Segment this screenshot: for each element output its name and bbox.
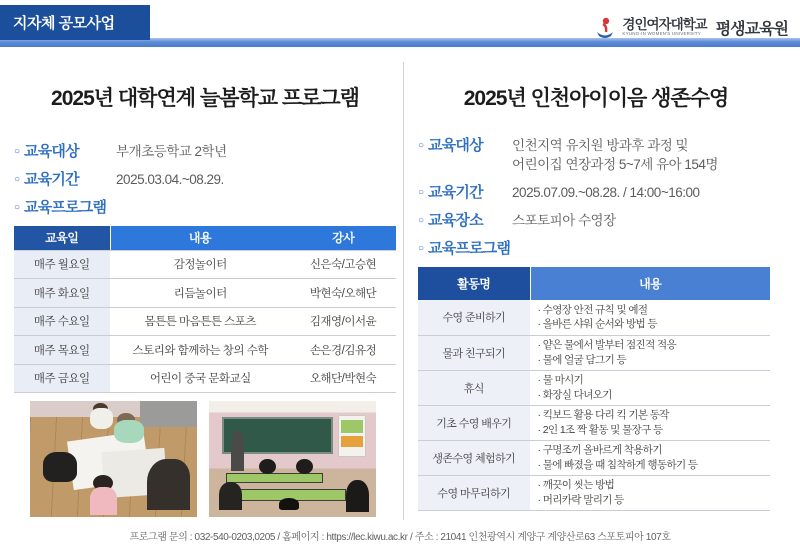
- bullet-label: 교육프로그램: [428, 240, 511, 257]
- cell-content: 몸튼튼 마음튼튼 스포츠: [110, 307, 290, 336]
- cell-content: 스토리와 함께하는 창의 수학: [110, 336, 290, 365]
- table-header-row: [418, 267, 770, 300]
- left-section-title: 2025년 대학연계 늘봄학교 프로그램: [51, 87, 359, 110]
- survival-swimming-section: [418, 82, 774, 511]
- table-row: [418, 475, 770, 510]
- university-name-block: [622, 18, 706, 37]
- footer-contact-info: 프로그램 문의 : 032-540-0203,0205 / 홈페이지 : https://lec.kiwu.ac.kr / 주소 : 21041 인천광역시 계양구 계양산로63 스포토피아 107호: [129, 532, 671, 543]
- bullet-label: 교육대상: [24, 143, 79, 160]
- table-row: [14, 364, 396, 393]
- table-row: [418, 300, 770, 335]
- circle-bullet-icon: ○: [418, 215, 425, 226]
- cell-activity: 생존수영 체험하기: [418, 440, 530, 475]
- university-name-english: KYUNG-IN WOMEN'S UNIVERSITY: [622, 31, 701, 36]
- cell-content: [530, 440, 770, 475]
- table-row: [14, 279, 396, 308]
- photo-classroom-lesson: [209, 401, 376, 517]
- bullet-value-line2: 어린이집 연장과정 5~7세 유아 154명: [512, 157, 718, 172]
- table-row: [418, 370, 770, 405]
- content-line: · 구명조끼 올바르게 착용하기: [537, 444, 662, 457]
- content-line: · 2인 1조 짝 활동 및 물장구 등: [537, 423, 663, 436]
- bullet-label: 교육장소: [428, 212, 483, 229]
- cell-teacher: 오해단/박현숙: [290, 364, 396, 393]
- cell-teacher: 박현숙/오해단: [290, 279, 396, 308]
- bullet-value: 2025.03.04.~08.29.: [116, 172, 224, 187]
- cell-day: 매주 화요일: [14, 279, 110, 308]
- content-line: · 물에 빠졌을 때 침착하게 행동하기 등: [537, 458, 698, 471]
- left-bullet-period: [14, 170, 396, 189]
- content-line: · 깨끗이 씻는 방법: [537, 479, 615, 492]
- content-line: · 물 마시기: [537, 374, 584, 387]
- left-bullet-list: [14, 142, 396, 217]
- table-row: [14, 307, 396, 336]
- column-header-teacher: 강사: [290, 226, 396, 250]
- table-row: [418, 335, 770, 370]
- cell-content: [530, 370, 770, 405]
- cell-day: 매주 월요일: [14, 250, 110, 279]
- bullet-value: 스포토피아 수영장: [512, 213, 616, 228]
- cell-day: 매주 금요일: [14, 364, 110, 393]
- cell-day: 매주 수요일: [14, 307, 110, 336]
- swimming-program-table: [418, 267, 770, 511]
- cell-activity: 수영 준비하기: [418, 300, 530, 335]
- circle-bullet-icon: ○: [14, 174, 21, 185]
- bullet-value-line1: 인천지역 유치원 방과후 과정 및: [512, 138, 689, 153]
- cell-content: 리듬놀이터: [110, 279, 290, 308]
- content-line: · 수영장 안전 규칙 및 예절: [537, 304, 648, 317]
- content-line: · 얕은 물에서 발부터 점진적 적응: [537, 339, 677, 352]
- neulbom-program-section: [14, 82, 396, 517]
- content-line: · 화장실 다녀오기: [537, 388, 612, 401]
- circle-bullet-icon: ○: [418, 243, 425, 254]
- right-bullet-target: [418, 136, 774, 174]
- left-bullet-target: [14, 142, 396, 161]
- content-line: · 머리카락 말리기 등: [537, 493, 624, 506]
- cell-day: 매주 목요일: [14, 336, 110, 365]
- photo-children-drawing-activity: [30, 401, 197, 517]
- content-line: · 킥보드 활용 다리 킥 기본 동작: [537, 409, 669, 422]
- right-bullet-place: [418, 211, 774, 230]
- program-photos: [30, 401, 376, 517]
- cell-content: [530, 335, 770, 370]
- right-bullet-period: [418, 183, 774, 202]
- circle-bullet-icon: ○: [418, 187, 425, 198]
- university-logo-icon: [593, 15, 617, 39]
- circle-bullet-icon: ○: [14, 202, 21, 213]
- column-header-activity: 활동명: [418, 267, 530, 300]
- cell-activity: 휴식: [418, 370, 530, 405]
- neulbom-schedule-table: [14, 226, 396, 393]
- cell-content: 감정놀이터: [110, 250, 290, 279]
- lifelong-education-center-name: 평생교육원: [715, 20, 788, 38]
- cell-activity: 수영 마무리하기: [418, 475, 530, 510]
- column-header-content: 내용: [530, 267, 770, 300]
- cell-activity: 물과 친구되기: [418, 335, 530, 370]
- bullet-value: 2025.07.09.~08.28. / 14:00~16:00: [512, 185, 700, 200]
- right-bullet-program: [418, 239, 774, 258]
- circle-bullet-icon: ○: [14, 146, 21, 157]
- bullet-label: 교육프로그램: [24, 199, 107, 216]
- cell-content: [530, 300, 770, 335]
- right-bullet-list: [418, 136, 774, 258]
- cell-content: [530, 405, 770, 440]
- cell-content: [530, 475, 770, 510]
- bullet-label: 교육기간: [428, 184, 483, 201]
- table-row: [14, 250, 396, 279]
- table-header-row: [14, 226, 396, 250]
- right-section-title: 2025년 인천아이이음 생존수영: [463, 87, 729, 110]
- column-divider: [403, 62, 404, 520]
- circle-bullet-icon: ○: [418, 140, 425, 151]
- left-bullet-program: [14, 198, 396, 217]
- cell-teacher: 손은경/김유정: [290, 336, 396, 365]
- bullet-label: 교육대상: [428, 137, 483, 154]
- table-row: [418, 405, 770, 440]
- content-line: · 올바른 샤워 순서와 방법 등: [537, 318, 657, 331]
- university-name: 경인여자대학교: [622, 16, 707, 32]
- cell-teacher: 김재영/이서윤: [290, 307, 396, 336]
- cell-teacher: 신은숙/고승현: [290, 250, 396, 279]
- bullet-value: 부개초등학교 2학년: [116, 144, 227, 159]
- tab-municipal-programs[interactable]: 지자체 공모사업: [0, 5, 150, 40]
- table-row: [14, 336, 396, 365]
- content-line: · 물에 얼굴 담그기 등: [537, 353, 627, 366]
- table-row: [418, 440, 770, 475]
- bullet-value: [512, 136, 718, 174]
- cell-content: 어린이 중국 문화교실: [110, 364, 290, 393]
- cell-activity: 기초 수영 배우기: [418, 405, 530, 440]
- column-header-content: 내용: [110, 226, 290, 250]
- university-logo: [593, 15, 788, 39]
- bullet-label: 교육기간: [24, 171, 79, 188]
- column-header-day: 교육일: [14, 226, 110, 250]
